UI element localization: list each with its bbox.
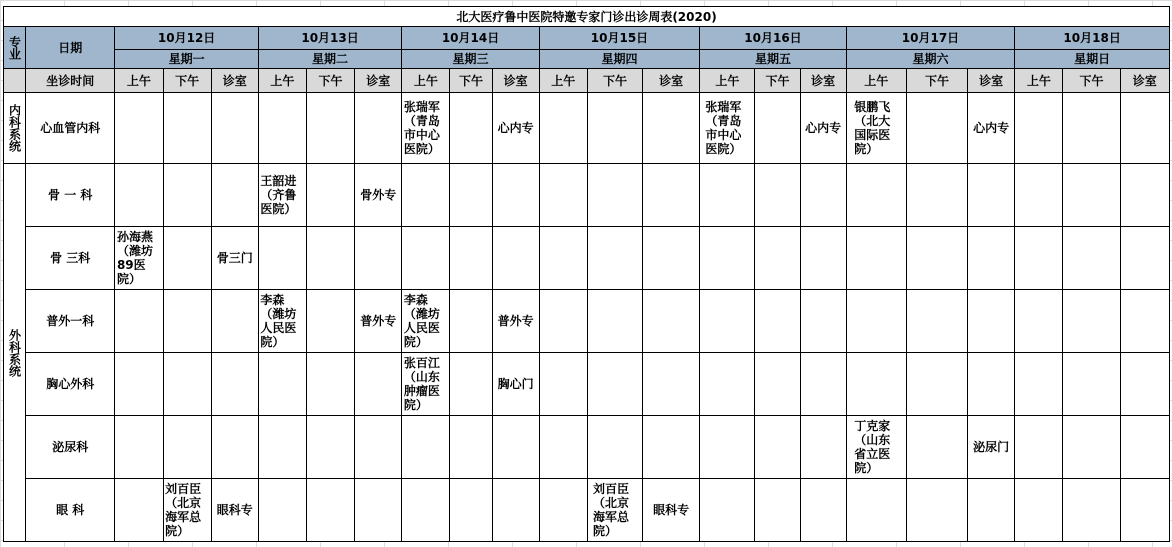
doctor-cell <box>846 479 906 542</box>
doctor-cell <box>402 479 450 542</box>
slot-pm-label: 下午 <box>1063 69 1120 93</box>
room-cell <box>800 353 846 416</box>
table-row <box>4 479 1170 542</box>
doctor-cell <box>450 93 492 164</box>
day-date: 10月13日 <box>258 27 401 50</box>
group-internal: 内科系统 <box>4 93 26 164</box>
doctor-cell <box>163 353 211 416</box>
doctor-cell <box>906 93 967 164</box>
room-cell <box>211 164 258 227</box>
department-name: 眼 科 <box>26 479 115 542</box>
doctor-cell <box>1015 93 1063 164</box>
room-cell <box>968 479 1015 542</box>
day-date: 10月14日 <box>402 27 539 50</box>
day-date: 10月18日 <box>1015 27 1170 50</box>
doctor-cell <box>906 227 967 290</box>
room-cell <box>968 164 1015 227</box>
room-cell <box>211 416 258 479</box>
day-date: 10月16日 <box>700 27 846 50</box>
day-weekday: 星期二 <box>258 50 401 69</box>
room-cell: 泌尿门 <box>968 416 1015 479</box>
doctor-cell <box>539 93 587 164</box>
doctor-cell <box>163 290 211 353</box>
room-cell: 眼科专 <box>643 479 700 542</box>
room-cell <box>643 290 700 353</box>
doctor-cell <box>587 416 642 479</box>
doctor-cell <box>402 164 450 227</box>
doctor-cell <box>700 290 755 353</box>
room-cell <box>355 416 402 479</box>
doctor-cell <box>755 290 800 353</box>
doctor-cell <box>755 227 800 290</box>
room-cell <box>800 290 846 353</box>
room-cell: 胸心门 <box>492 353 539 416</box>
table-row <box>4 290 1170 353</box>
room-cell <box>492 227 539 290</box>
department-name: 骨 三科 <box>26 227 115 290</box>
doctor-cell <box>306 353 354 416</box>
room-cell: 普外专 <box>355 290 402 353</box>
doctor-name: 李森（潍坊人民医院） <box>260 293 297 349</box>
doctor-cell <box>587 353 642 416</box>
slot-room-label: 诊室 <box>355 69 402 93</box>
room-cell <box>643 164 700 227</box>
table-row <box>4 93 1170 164</box>
slot-room-label: 诊室 <box>492 69 539 93</box>
doctor-cell <box>539 164 587 227</box>
room-cell: 眼科专 <box>211 479 258 542</box>
doctor-cell <box>402 93 450 164</box>
doctor-cell <box>587 479 642 542</box>
doctor-cell <box>163 479 211 542</box>
doctor-cell <box>1063 290 1120 353</box>
slot-am-label: 上午 <box>115 69 163 93</box>
doctor-cell <box>1063 164 1120 227</box>
doctor-cell <box>755 416 800 479</box>
room-cell <box>1120 479 1169 542</box>
doctor-cell <box>402 416 450 479</box>
slot-room-label: 诊室 <box>643 69 700 93</box>
doctor-cell <box>700 93 755 164</box>
room-cell <box>800 164 846 227</box>
room-cell <box>355 93 402 164</box>
doctor-cell <box>1015 353 1063 416</box>
room-cell <box>1120 353 1169 416</box>
doctor-cell <box>539 227 587 290</box>
doctor-name: 孙海燕（潍坊89医院） <box>116 230 153 286</box>
header-zhuanye: 专业 <box>4 27 26 69</box>
doctor-cell <box>402 227 450 290</box>
slot-am-label: 上午 <box>1015 69 1063 93</box>
room-cell: 心内专 <box>800 93 846 164</box>
slot-am-label: 上午 <box>402 69 450 93</box>
header-date-label: 日期 <box>26 27 115 69</box>
day-weekday: 星期一 <box>115 50 258 69</box>
doctor-name: 丁克家（山东省立医院） <box>854 419 891 475</box>
day-weekday: 星期五 <box>700 50 846 69</box>
room-cell <box>800 416 846 479</box>
doctor-cell <box>587 93 642 164</box>
room-cell <box>211 290 258 353</box>
doctor-cell <box>306 227 354 290</box>
doctor-cell <box>115 479 163 542</box>
doctor-cell <box>115 93 163 164</box>
room-cell: 普外专 <box>492 290 539 353</box>
doctor-cell <box>450 353 492 416</box>
day-date: 10月12日 <box>115 27 258 50</box>
room-cell <box>643 416 700 479</box>
doctor-cell <box>1063 479 1120 542</box>
doctor-cell <box>306 164 354 227</box>
doctor-cell <box>906 164 967 227</box>
doctor-cell <box>450 164 492 227</box>
doctor-cell <box>906 479 967 542</box>
day-weekday: 星期日 <box>1015 50 1170 69</box>
doctor-cell <box>258 227 306 290</box>
doctor-cell <box>700 416 755 479</box>
table-row <box>4 353 1170 416</box>
page-title: 北大医疗鲁中医院特邀专家门诊出诊周表(2020) <box>4 7 1170 27</box>
day-date: 10月15日 <box>539 27 700 50</box>
doctor-cell <box>306 416 354 479</box>
room-cell <box>492 416 539 479</box>
doctor-cell <box>906 290 967 353</box>
department-name: 普外一科 <box>26 290 115 353</box>
doctor-cell <box>587 164 642 227</box>
day-weekday: 星期四 <box>539 50 700 69</box>
doctor-cell <box>1015 227 1063 290</box>
room-cell: 骨外专 <box>355 164 402 227</box>
room-cell <box>800 227 846 290</box>
slot-room-label: 诊室 <box>211 69 258 93</box>
time-label: 坐诊时间 <box>26 69 115 93</box>
doctor-cell <box>115 227 163 290</box>
doctor-cell <box>1015 164 1063 227</box>
doctor-cell <box>700 353 755 416</box>
doctor-cell <box>755 93 800 164</box>
room-cell <box>211 353 258 416</box>
doctor-cell <box>1015 290 1063 353</box>
doctor-cell <box>1063 93 1120 164</box>
doctor-cell <box>906 416 967 479</box>
doctor-cell <box>258 290 306 353</box>
slot-am-label: 上午 <box>846 69 906 93</box>
doctor-cell <box>163 227 211 290</box>
doctor-name: 张瑞军（青岛市中心医院） <box>705 100 742 156</box>
slot-pm-label: 下午 <box>306 69 354 93</box>
room-cell <box>1120 290 1169 353</box>
slot-room-label: 诊室 <box>800 69 846 93</box>
doctor-name: 刘百臣（北京海军总院） <box>165 482 202 538</box>
doctor-cell <box>1063 416 1120 479</box>
room-cell <box>355 353 402 416</box>
room-cell <box>492 164 539 227</box>
doctor-cell <box>163 164 211 227</box>
doctor-cell <box>846 290 906 353</box>
doctor-name: 张百江（山东肿瘤医院） <box>403 356 440 412</box>
blank-cell <box>4 69 26 93</box>
slot-am-label: 上午 <box>539 69 587 93</box>
slot-am-label: 上午 <box>258 69 306 93</box>
doctor-cell <box>700 479 755 542</box>
doctor-cell <box>450 290 492 353</box>
doctor-cell <box>846 353 906 416</box>
slot-pm-label: 下午 <box>906 69 967 93</box>
doctor-cell <box>539 290 587 353</box>
group-surgical: 外科系统 <box>4 164 26 542</box>
room-cell <box>355 479 402 542</box>
schedule-table <box>3 6 1170 542</box>
doctor-cell <box>115 416 163 479</box>
department-name: 胸心外科 <box>26 353 115 416</box>
room-cell <box>968 290 1015 353</box>
doctor-cell <box>755 353 800 416</box>
doctor-cell <box>450 227 492 290</box>
slot-room-label: 诊室 <box>968 69 1015 93</box>
room-cell <box>1120 164 1169 227</box>
room-cell <box>211 93 258 164</box>
doctor-cell <box>587 227 642 290</box>
doctor-cell <box>306 479 354 542</box>
room-cell: 心内专 <box>968 93 1015 164</box>
table-row <box>4 164 1170 227</box>
doctor-cell <box>402 290 450 353</box>
doctor-cell <box>1063 227 1120 290</box>
doctor-cell <box>846 93 906 164</box>
room-cell <box>643 227 700 290</box>
room-cell <box>643 93 700 164</box>
doctor-cell <box>115 290 163 353</box>
doctor-cell <box>258 479 306 542</box>
doctor-cell <box>755 479 800 542</box>
doctor-cell <box>846 416 906 479</box>
doctor-cell <box>163 93 211 164</box>
slot-pm-label: 下午 <box>450 69 492 93</box>
doctor-name: 张瑞军（青岛市中心医院） <box>403 100 440 156</box>
doctor-cell <box>258 93 306 164</box>
room-cell: 骨三门 <box>211 227 258 290</box>
room-cell <box>355 227 402 290</box>
doctor-cell <box>906 353 967 416</box>
doctor-cell <box>306 290 354 353</box>
doctor-cell <box>115 353 163 416</box>
room-cell <box>800 479 846 542</box>
doctor-name: 刘百臣（北京海军总院） <box>592 482 629 538</box>
doctor-cell <box>450 416 492 479</box>
department-name: 心血管内科 <box>26 93 115 164</box>
doctor-cell <box>587 290 642 353</box>
department-name: 泌尿科 <box>26 416 115 479</box>
table-row <box>4 416 1170 479</box>
slot-pm-label: 下午 <box>163 69 211 93</box>
doctor-cell <box>1015 416 1063 479</box>
doctor-cell <box>402 353 450 416</box>
doctor-cell <box>1015 479 1063 542</box>
doctor-cell <box>846 227 906 290</box>
slot-am-label: 上午 <box>700 69 755 93</box>
doctor-cell <box>846 164 906 227</box>
doctor-name: 银鹏飞（北大国际医院） <box>854 100 891 156</box>
room-cell <box>968 227 1015 290</box>
doctor-cell <box>539 416 587 479</box>
doctor-cell <box>1063 353 1120 416</box>
doctor-cell <box>115 164 163 227</box>
doctor-cell <box>258 353 306 416</box>
doctor-cell <box>539 479 587 542</box>
room-cell <box>492 479 539 542</box>
slot-pm-label: 下午 <box>587 69 642 93</box>
department-name: 骨 一 科 <box>26 164 115 227</box>
day-weekday: 星期三 <box>402 50 539 69</box>
room-cell <box>1120 93 1169 164</box>
doctor-cell <box>700 164 755 227</box>
table-row <box>4 227 1170 290</box>
room-cell: 心内专 <box>492 93 539 164</box>
doctor-cell <box>450 479 492 542</box>
doctor-name: 王韶进（齐鲁医院） <box>260 174 297 216</box>
slot-pm-label: 下午 <box>755 69 800 93</box>
day-date: 10月17日 <box>846 27 1015 50</box>
day-weekday: 星期六 <box>846 50 1015 69</box>
room-cell <box>1120 227 1169 290</box>
slot-room-label: 诊室 <box>1120 69 1169 93</box>
room-cell <box>968 353 1015 416</box>
doctor-cell <box>258 416 306 479</box>
doctor-cell <box>700 227 755 290</box>
room-cell <box>1120 416 1169 479</box>
doctor-cell <box>755 164 800 227</box>
doctor-cell <box>163 416 211 479</box>
room-cell <box>643 353 700 416</box>
doctor-cell <box>539 353 587 416</box>
doctor-cell <box>306 93 354 164</box>
doctor-cell <box>258 164 306 227</box>
doctor-name: 李森（潍坊人民医院） <box>403 293 440 349</box>
